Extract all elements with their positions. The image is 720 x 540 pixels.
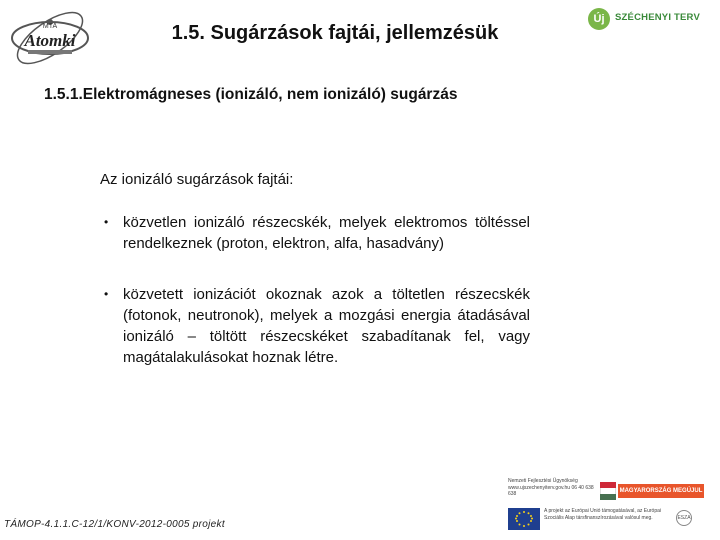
bullet-icon: •: [104, 287, 109, 301]
nfu-block: [500, 478, 714, 504]
hungarian-flag-icon: [600, 482, 616, 500]
atomki-logo-text: Atomki: [24, 31, 76, 50]
szechenyi-name: SZÉCHENYI TERV: [615, 12, 700, 23]
szechenyi-mark-icon: Új: [588, 8, 610, 30]
lead-text: Az ionizáló sugárzások fajtái:: [100, 171, 294, 188]
megujul-banner: MAGYARORSZÁG MEGÚJUL: [618, 484, 704, 498]
atomki-logo: [6, 6, 98, 68]
bullet-text: közvetett ionizációt okoznak azok a töltetlen részecskék (fotonok, neutronok), melyek a mozgási energia átadásával ionizáló – töltött részecskéket szabadítanak fel, vagy magátalakulásokat hoznak létre.: [123, 286, 530, 366]
project-code: TÁMOP-4.1.1.C-12/1/KONV-2012-0005 projekt: [4, 519, 225, 530]
section-subtitle: 1.5.1.Elektromágneses (ionizáló, nem ionizáló) sugárzás: [44, 86, 458, 103]
esza-icon: ESZA: [676, 510, 692, 526]
eu-block: [500, 506, 714, 534]
atomki-logo-graphic: [6, 6, 98, 68]
list-item: [100, 284, 530, 368]
page-title: 1.5. Sugárzások fajtái, jellemzésük: [171, 22, 499, 44]
szechenyi-terv-logo: [588, 8, 708, 36]
atomki-logo-small: MTA: [42, 23, 58, 30]
list-item: [100, 212, 530, 254]
nfu-text: Nemzeti Fejlesztési Ügynökség www.ujszechenyiterv.gov.hu 06 40 638 638: [508, 478, 594, 497]
bullet-list: [100, 212, 530, 368]
eu-flag-icon: [508, 508, 540, 530]
bullet-text: közvetlen ionizáló részecskék, melyek elektromos töltéssel rendelkeznek (proton, elektron, alfa, hasadvány): [123, 214, 530, 252]
eu-support-text: A projekt az Európai Unió támogatásával, az Európai Szociális Alap társfinanszírozásával valósul meg.: [544, 508, 662, 521]
bullet-icon: •: [104, 215, 109, 229]
